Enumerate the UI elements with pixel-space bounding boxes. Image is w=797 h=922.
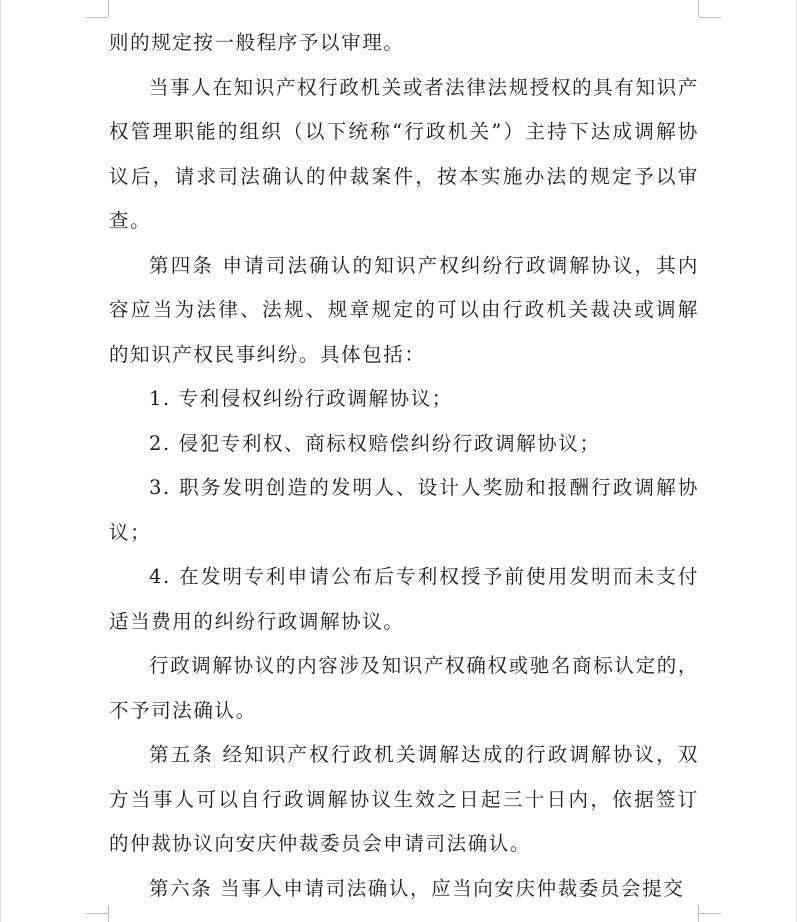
crop-mark-top-left bbox=[108, 0, 109, 17]
paragraph-exclusion: 行政调解协议的内容涉及知识产权确权或驰名商标认定的，不予司法确认。 bbox=[109, 654, 699, 722]
list-item-3: 3. 职务发明创造的发明人、设计人奖励和报酬行政调解协议； bbox=[109, 476, 699, 544]
crop-mark-top-left bbox=[86, 17, 108, 18]
paragraph-mediation-scope: 当事人在知识产权行政机关或者法律法规授权的具有知识产权管理职能的组织（以下统称“行政机关”）主持下达成调解协议后，请求司法确认的仲裁案件，按本实施办法的规定予以审查。 bbox=[109, 75, 699, 232]
paragraph-continuation: 则的规定按一般程序予以审理。 bbox=[109, 31, 405, 54]
paragraph-article-5: 第五条 经知识产权行政机关调解达成的行政调解协议，双方当事人可以自行政调解协议生效之日起三十日内，依据签订的仲裁协议向安庆仲裁委员会申请司法确认。 bbox=[109, 743, 699, 855]
paragraph-article-4: 第四条 申请司法确认的知识产权纠纷行政调解协议，其内容应当为法律、法规、规章规定的可以由行政机关裁决或调解的知识产权民事纠纷。具体包括： bbox=[109, 253, 699, 366]
crop-mark-bottom-left bbox=[86, 913, 108, 914]
crop-mark-top-right bbox=[698, 0, 699, 17]
paragraph-article-6: 第六条 当事人申请司法确认，应当向安庆仲裁委员会提交 bbox=[149, 876, 685, 900]
list-item-2: 2. 侵犯专利权、商标权赔偿纠纷行政调解协议； bbox=[149, 431, 601, 455]
crop-mark-top-right bbox=[699, 17, 721, 18]
list-item-1: 1. 专利侵权纠纷行政调解协议； bbox=[149, 387, 453, 410]
document-body bbox=[109, 21, 699, 911]
list-item-4: 4. 在发明专利申请公布后专利权授予前使用发明而未支付适当费用的纠纷行政调解协议。 bbox=[109, 565, 699, 633]
crop-mark-bottom-right bbox=[699, 913, 721, 914]
